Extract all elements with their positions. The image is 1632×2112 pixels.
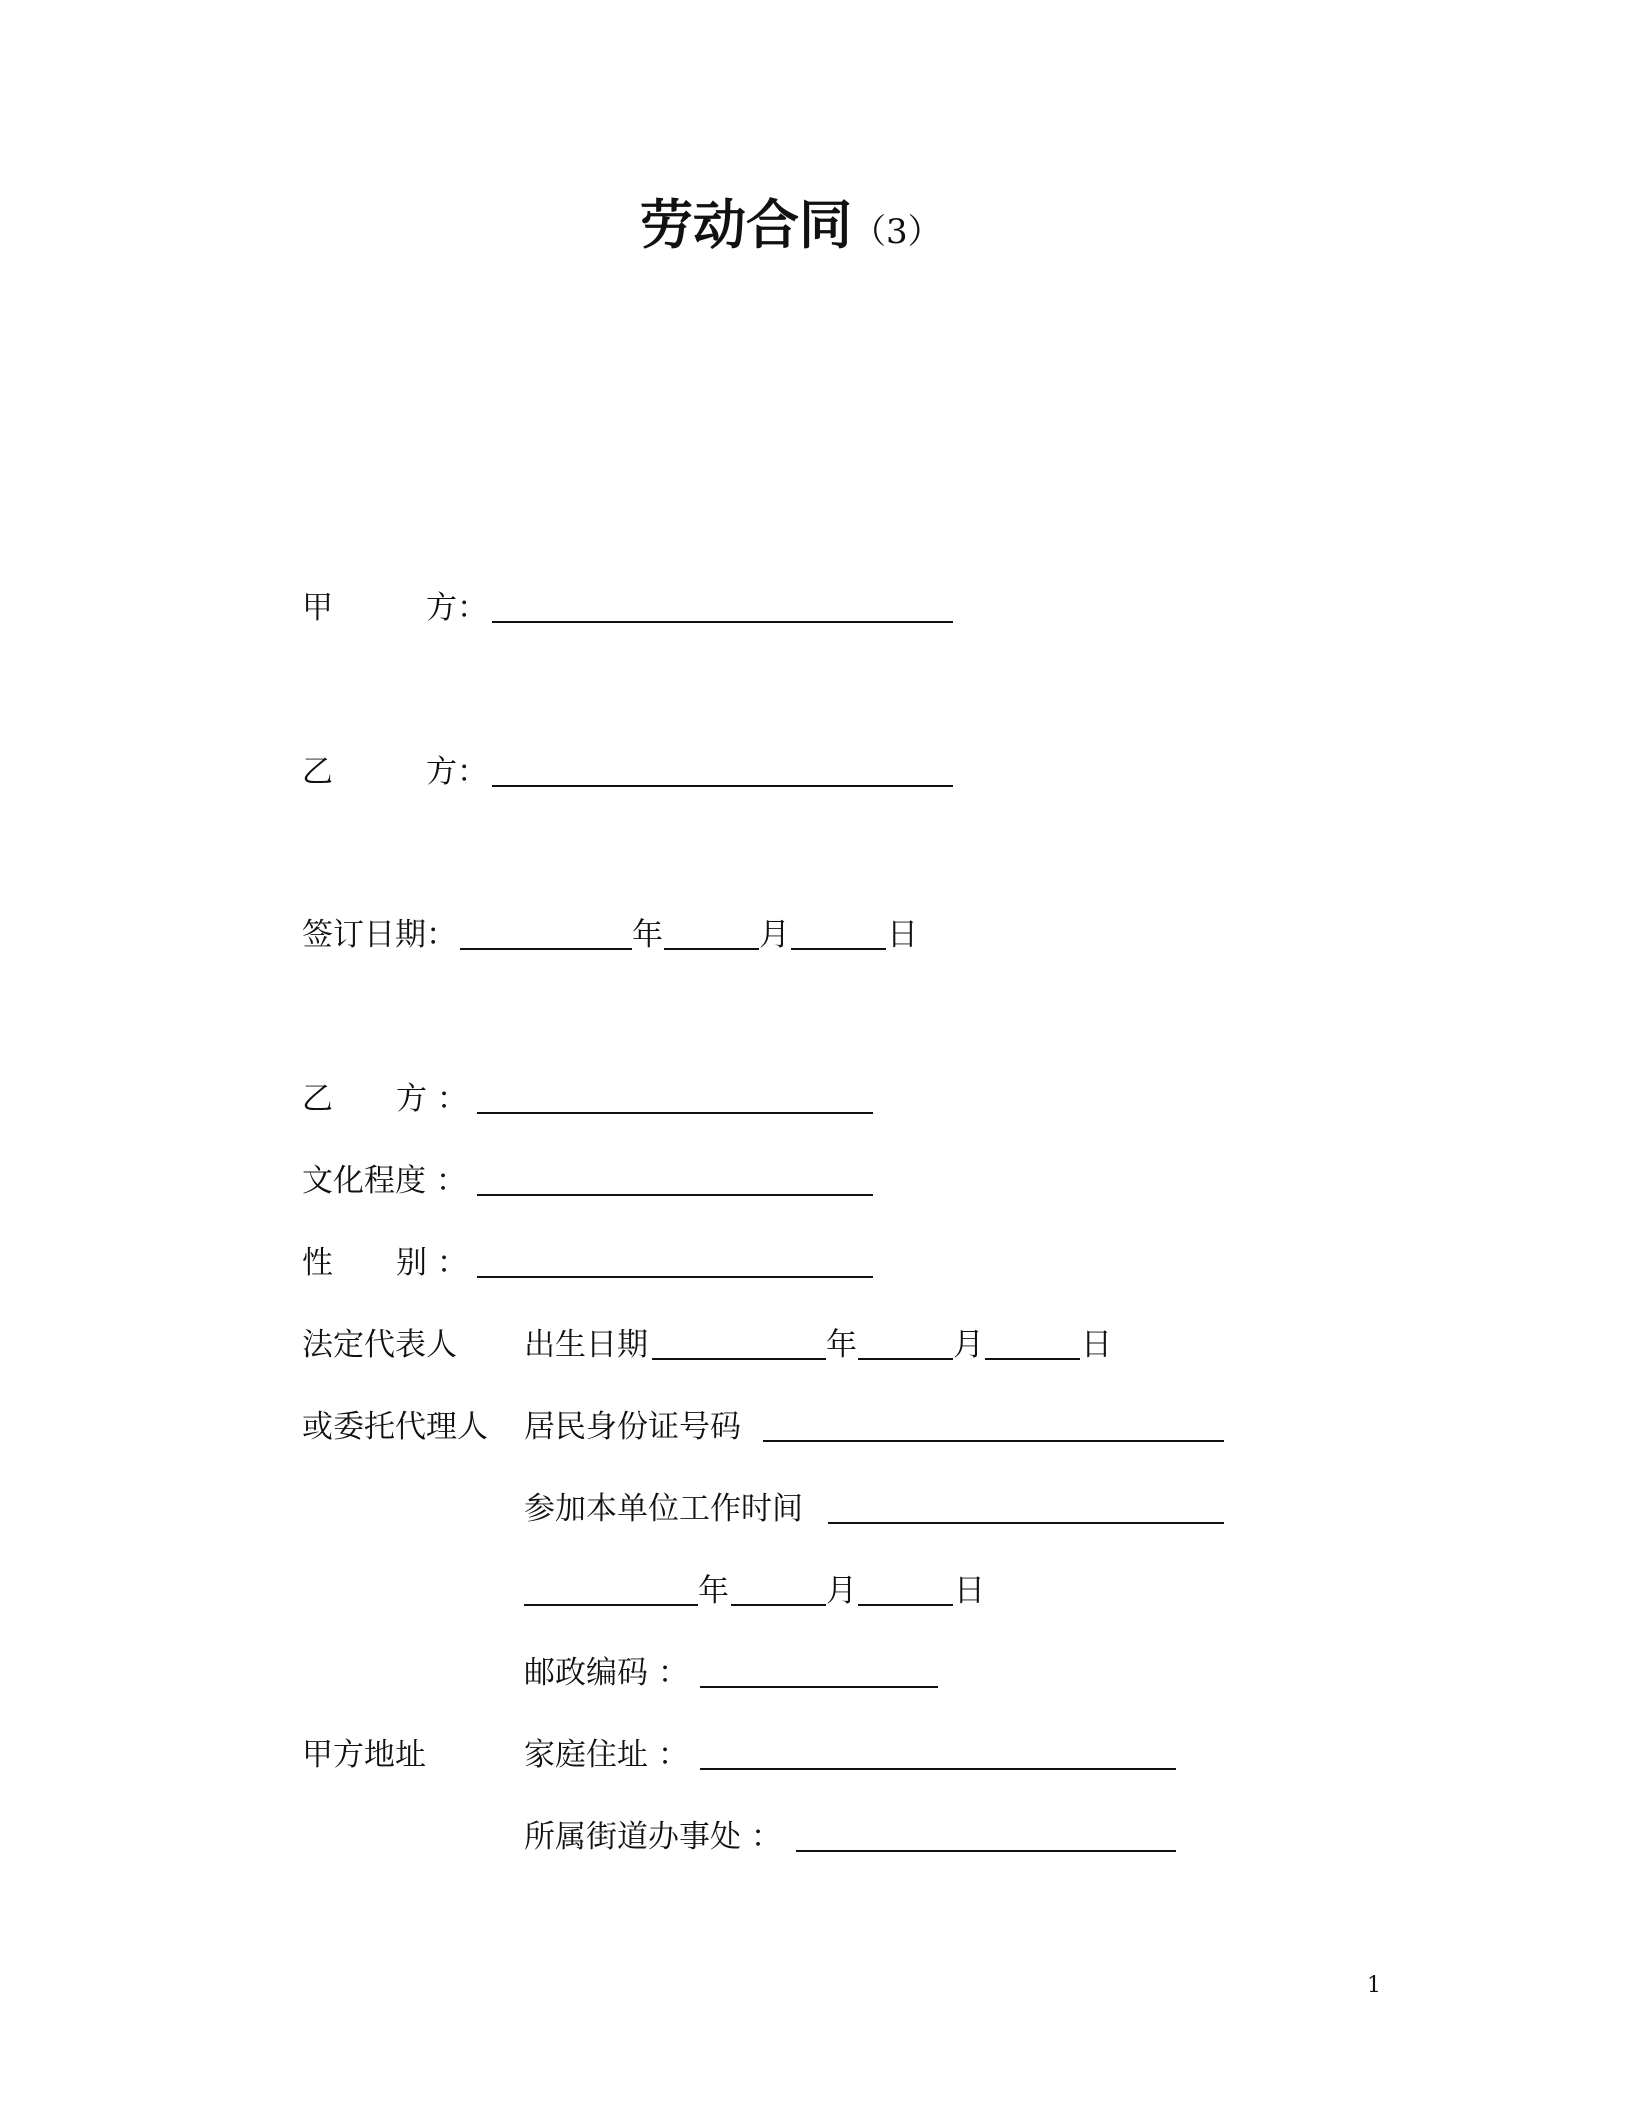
party-a-field[interactable] [492, 621, 953, 623]
gender-label-1: 性 [302, 1245, 333, 1281]
party-b-field[interactable] [492, 785, 953, 787]
birth-date-month-field[interactable] [858, 1358, 953, 1360]
sign-date-month-field[interactable] [664, 948, 759, 950]
join-time-label: 参加本单位工作时间 [524, 1491, 803, 1527]
education-field[interactable] [477, 1194, 873, 1196]
page-title [640, 196, 942, 256]
party-b2-field[interactable] [477, 1112, 873, 1114]
birth-date-year-field[interactable] [652, 1358, 826, 1360]
gender-label-2: 别 ： [396, 1245, 468, 1281]
party-a-label-1: 甲 [302, 590, 333, 626]
birth-date-month-unit: 月 [953, 1327, 984, 1363]
postal-code-field[interactable] [700, 1686, 938, 1688]
home-address-field[interactable] [700, 1768, 1176, 1770]
join-date-day-field[interactable] [858, 1604, 953, 1606]
subdistrict-label: 所属街道办事处 ： [524, 1819, 782, 1855]
gender-field[interactable] [477, 1276, 873, 1278]
join-time-field[interactable] [828, 1522, 1224, 1524]
sign-date-day-field[interactable] [791, 948, 886, 950]
education-label: 文化程度 ： [302, 1163, 467, 1199]
party-b2-label-2: 方 ： [396, 1081, 468, 1117]
party-b2-label-1: 乙 [302, 1081, 333, 1117]
birth-date-year-unit: 年 [826, 1327, 857, 1363]
legal-rep-label: 法定代表人 [302, 1327, 457, 1363]
party-a-label-2: 方： [426, 590, 488, 626]
title-suffix: （3） [852, 212, 942, 252]
id-number-field[interactable] [763, 1440, 1224, 1442]
join-date-month-unit: 月 [826, 1573, 857, 1609]
title-main: 劳动合同 [640, 195, 852, 256]
join-date-day-unit: 日 [954, 1573, 985, 1609]
sign-date-day-unit: 日 [887, 917, 918, 953]
home-address-label: 家庭住址 ： [524, 1737, 689, 1773]
birth-date-day-unit: 日 [1081, 1327, 1112, 1363]
party-b-label-1: 乙 [302, 754, 333, 790]
subdistrict-field[interactable] [796, 1850, 1176, 1852]
postal-code-label: 邮政编码 ： [524, 1655, 689, 1691]
join-date-year-field[interactable] [524, 1604, 698, 1606]
sign-date-month-unit: 月 [759, 917, 790, 953]
sign-date-label: 签订日期： [302, 917, 457, 953]
sign-date-year-unit: 年 [632, 917, 663, 953]
id-number-label: 居民身份证号码 [524, 1409, 741, 1445]
party-b-label-2: 方： [426, 754, 488, 790]
birth-date-label: 出生日期 [524, 1327, 648, 1363]
agent-label: 或委托代理人 [302, 1409, 488, 1445]
party-a-address-label: 甲方地址 [302, 1737, 426, 1773]
page-number: 1 [1367, 1973, 1381, 1998]
join-date-year-unit: 年 [698, 1573, 729, 1609]
sign-date-year-field[interactable] [460, 948, 632, 950]
birth-date-day-field[interactable] [985, 1358, 1080, 1360]
join-date-month-field[interactable] [731, 1604, 826, 1606]
